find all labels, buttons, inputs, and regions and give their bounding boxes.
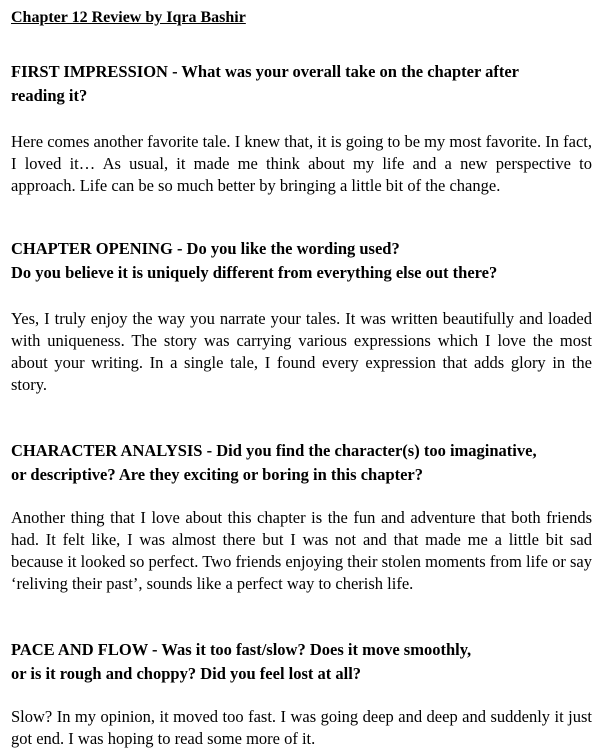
section-heading: CHAPTER OPENING (11, 239, 173, 258)
question-text-line1: - What was your overall take on the chapter after (167, 62, 519, 81)
section-heading: FIRST IMPRESSION (11, 62, 168, 81)
section-first-impression (11, 60, 592, 197)
question-pace-and-flow (11, 638, 592, 686)
section-pace-and-flow (11, 638, 592, 750)
answer-first-impression: Here comes another favorite tale. I knew that, it is going to be my most favorite. In fact, I loved it… As usual, it made me think about my life and a new perspective to approach. Life can be so much better by bringing a little bit of the change. (11, 132, 592, 195)
question-first-impression (11, 60, 592, 108)
answer-chapter-opening: Yes, I truly enjoy the way you narrate your tales. It was written beautifully and loaded with uniqueness. The story was carrying various expressions which I love the most about your writing. In a single tale, I found every expression that adds glory in the story. (11, 309, 592, 394)
section-heading: PACE AND FLOW (11, 640, 148, 659)
answer-pace-and-flow: Slow? In my opinion, it moved too fast. I was going deep and deep and suddenly it just got end. I was hoping to read some more of it. (11, 707, 592, 748)
question-text-line1: - Do you like the wording used? (172, 239, 400, 258)
answer-character-analysis: Another thing that I love about this chapter is the fun and adventure that both friends had. It felt like, I was almost there but I was not and that made me a little bit sad because it looked so perfect. Two friends enjoying their stolen moments from life or say ‘reliving their past’, sounds like a perfect way to cherish life. (11, 508, 592, 593)
question-text-line2: reading it? (11, 86, 88, 105)
section-character-analysis (11, 439, 592, 595)
question-text-line1: - Was it too fast/slow? Does it move smoothly, (147, 640, 472, 659)
section-chapter-opening (11, 237, 592, 396)
section-heading: CHARACTER ANALYSIS (11, 441, 203, 460)
question-character-analysis (11, 439, 592, 487)
question-text-line1: - Did you find the character(s) too imaginative, (202, 441, 537, 460)
question-text-line2: or is it rough and choppy? Did you feel lost at all? (11, 664, 362, 683)
document-title: Chapter 12 Review by Iqra Bashir (11, 9, 246, 26)
question-text-line2: or descriptive? Are they exciting or boring in this chapter? (11, 465, 424, 484)
question-chapter-opening (11, 237, 592, 285)
question-text-line2: Do you believe it is uniquely different from everything else out there? (11, 263, 498, 282)
